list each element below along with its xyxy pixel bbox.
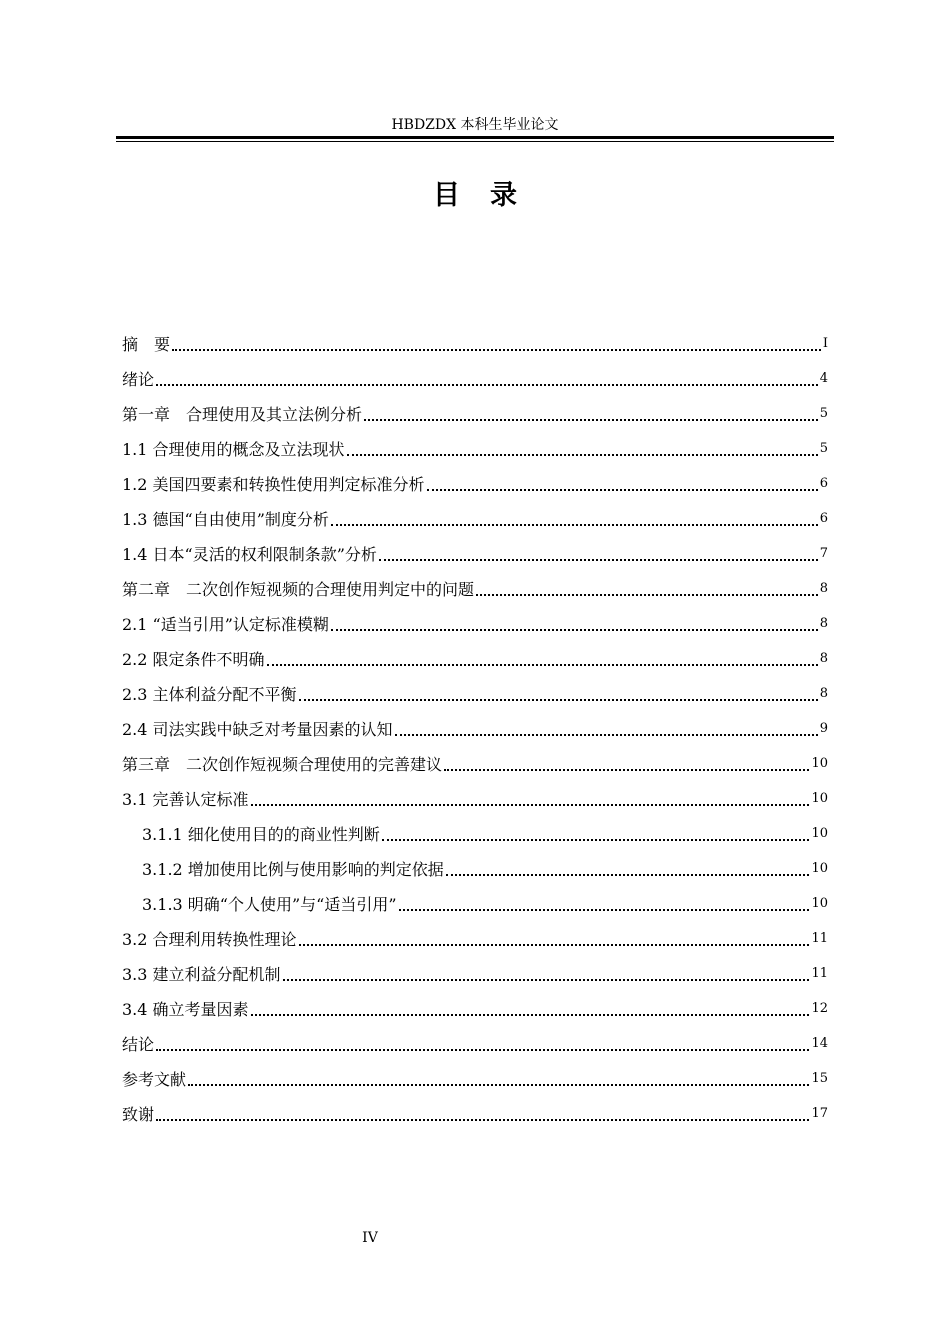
toc-entry-page: 15 xyxy=(811,1071,828,1086)
toc-entry-label: 1.1 合理使用的概念及立法现状 xyxy=(122,440,345,459)
toc-entry-label: 3.2 合理利用转换性理论 xyxy=(122,930,297,949)
toc-entry-label: 1.3 德国“自由使用”制度分析 xyxy=(122,510,329,529)
running-header: HBDZDX 本科生毕业论文 xyxy=(391,117,559,133)
page-number: IV xyxy=(362,1230,378,1246)
toc-entry-page: 8 xyxy=(819,686,828,701)
toc-entry[interactable] xyxy=(122,886,828,921)
toc-entry[interactable] xyxy=(122,641,828,676)
toc-leader-dots xyxy=(299,944,810,946)
toc-leader-dots xyxy=(331,629,818,631)
toc-entry-label: 3.1.3 明确“个人使用”与“适当引用” xyxy=(142,895,397,914)
toc-entry[interactable] xyxy=(122,361,828,396)
toc-title: 目录 xyxy=(433,180,547,211)
toc-entry[interactable] xyxy=(122,676,828,711)
toc-entry-page: 5 xyxy=(819,406,828,421)
toc-leader-dots xyxy=(251,1014,810,1016)
toc-entry[interactable] xyxy=(122,501,828,536)
toc-entry-label: 1.2 美国四要素和转换性使用判定标准分析 xyxy=(122,475,425,494)
header-rule-thin xyxy=(116,141,834,142)
toc-entry-page: 10 xyxy=(811,756,828,771)
toc-entry-page: 6 xyxy=(819,476,828,491)
toc-leader-dots xyxy=(427,489,818,491)
toc-entry[interactable] xyxy=(122,816,828,851)
toc-entry[interactable] xyxy=(122,921,828,956)
toc-entry-label: 摘 要 xyxy=(122,335,171,354)
toc-entry-label: 绪论 xyxy=(122,370,155,389)
toc-entry-page: 6 xyxy=(819,511,828,526)
toc-leader-dots xyxy=(156,1049,809,1051)
toc-entry-page: 4 xyxy=(819,371,828,386)
toc-entry-page: 12 xyxy=(811,1001,828,1016)
toc-entry-label: 1.4 日本“灵活的权利限制条款”分析 xyxy=(122,545,377,564)
toc-entry[interactable] xyxy=(122,536,828,571)
toc-leader-dots xyxy=(188,1084,809,1086)
toc-leader-dots xyxy=(299,699,818,701)
toc-entry-page: 8 xyxy=(819,581,828,596)
toc-entry[interactable] xyxy=(122,1061,828,1096)
toc-entry-page: 10 xyxy=(811,826,828,841)
toc-leader-dots xyxy=(364,419,818,421)
toc-leader-dots xyxy=(446,874,810,876)
toc-entry-label: 2.2 限定条件不明确 xyxy=(122,650,265,669)
toc-entry-label: 第二章 二次创作短视频的合理使用判定中的问题 xyxy=(122,580,475,599)
toc-entry-label: 2.3 主体利益分配不平衡 xyxy=(122,685,297,704)
toc-entry-page: 11 xyxy=(811,966,828,981)
toc-entry-page: 10 xyxy=(811,861,828,876)
toc-entry-page: 5 xyxy=(819,441,828,456)
toc-entry-label: 2.4 司法实践中缺乏对考量因素的认知 xyxy=(122,720,393,739)
toc-entry-page: 10 xyxy=(811,896,828,911)
table-of-contents xyxy=(122,326,828,1131)
toc-entry-label: 3.1.2 增加使用比例与使用影响的判定依据 xyxy=(142,860,444,879)
toc-entry-page: 17 xyxy=(811,1106,828,1121)
toc-leader-dots xyxy=(382,839,810,841)
toc-entry[interactable] xyxy=(122,466,828,501)
toc-entry[interactable] xyxy=(122,711,828,746)
toc-entry-label: 参考文献 xyxy=(122,1070,187,1089)
toc-leader-dots xyxy=(444,769,809,771)
toc-entry-page: 14 xyxy=(811,1036,828,1051)
toc-entry-label: 致谢 xyxy=(122,1105,155,1124)
toc-entry[interactable] xyxy=(122,1096,828,1131)
toc-leader-dots xyxy=(331,524,818,526)
toc-entry-page: 11 xyxy=(811,931,828,946)
toc-entry-label: 第三章 二次创作短视频合理使用的完善建议 xyxy=(122,755,443,774)
toc-entry[interactable] xyxy=(122,571,828,606)
toc-entry-page: 10 xyxy=(811,791,828,806)
toc-entry-label: 3.4 确立考量因素 xyxy=(122,1000,249,1019)
toc-entry-label: 3.1 完善认定标准 xyxy=(122,790,249,809)
toc-entry[interactable] xyxy=(122,851,828,886)
toc-entry-page: 7 xyxy=(819,546,828,561)
toc-entry-page: 8 xyxy=(819,616,828,631)
toc-leader-dots xyxy=(395,734,818,736)
toc-leader-dots xyxy=(172,349,821,351)
toc-entry-page: I xyxy=(822,336,828,351)
toc-leader-dots xyxy=(476,594,818,596)
toc-entry[interactable] xyxy=(122,431,828,466)
toc-entry[interactable] xyxy=(122,606,828,641)
toc-leader-dots xyxy=(156,1119,809,1121)
toc-entry-label: 3.1.1 细化使用目的的商业性判断 xyxy=(142,825,380,844)
toc-entry-label: 2.1 “适当引用”认定标准模糊 xyxy=(122,615,329,634)
toc-entry-page: 9 xyxy=(819,721,828,736)
toc-entry[interactable] xyxy=(122,746,828,781)
toc-entry[interactable] xyxy=(122,326,828,361)
toc-leader-dots xyxy=(156,384,818,386)
toc-leader-dots xyxy=(267,664,818,666)
toc-entry-label: 3.3 建立利益分配机制 xyxy=(122,965,281,984)
toc-leader-dots xyxy=(251,804,810,806)
toc-entry-label: 第一章 合理使用及其立法例分析 xyxy=(122,405,363,424)
toc-entry[interactable] xyxy=(122,781,828,816)
header-rule-thick xyxy=(116,136,834,139)
toc-entry-page: 8 xyxy=(819,651,828,666)
toc-entry[interactable] xyxy=(122,396,828,431)
toc-entry-label: 结论 xyxy=(122,1035,155,1054)
toc-entry[interactable] xyxy=(122,956,828,991)
toc-entry[interactable] xyxy=(122,991,828,1026)
toc-leader-dots xyxy=(347,454,818,456)
toc-leader-dots xyxy=(399,909,810,911)
toc-leader-dots xyxy=(283,979,810,981)
toc-entry[interactable] xyxy=(122,1026,828,1061)
toc-leader-dots xyxy=(379,559,818,561)
